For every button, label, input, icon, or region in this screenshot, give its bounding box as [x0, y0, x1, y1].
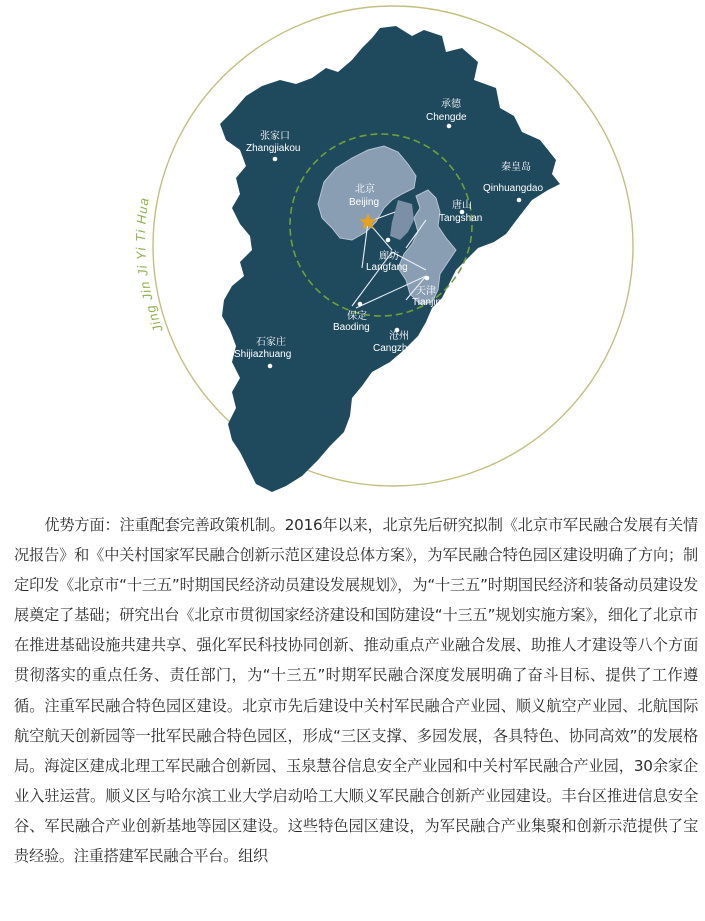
tangshan-label-cn: 唐山 [452, 200, 472, 211]
arc-label-path-text: Jing Jin Ji Yi Ti Hua [133, 195, 166, 335]
shijiazhuang-label-en: Shijiazhuang [234, 349, 292, 360]
shijiazhuang-dot [268, 364, 273, 369]
tianjin-label-en: Tianjin [412, 297, 442, 308]
tianjin-label-cn: 天津 [416, 286, 436, 297]
langfang-label-en: Langfang [366, 262, 408, 273]
zhangjiakou-label-en: Zhangjiakou [246, 143, 301, 154]
jing-jin-ji-arc-label [133, 196, 166, 335]
cangzhou-label-en: Cangzhou [373, 343, 419, 354]
langfang-label-cn: 廊坊 [379, 251, 399, 262]
beijing-label-cn: 北京 [355, 184, 375, 195]
tangshan-label-en: Tangshan [439, 213, 483, 224]
zhangjiakou-dot [273, 157, 278, 162]
qinhuangdao-label-en: Qinhuangdao [483, 183, 544, 194]
article-paragraph: 优势方面：注重配套完善政策机制。2016年以来，北京先后研究拟制《北京市军民融合发展有关情况报告》和《中关村国家军民融合创新示范区建设总体方案》，为军民融合特色园区建设明确了方向；制定印发《北京市“十三五”时期国民经济动员建设发展规划》，为“十三五”时期国民经济和装备动员建设发展奠定了基础；研究出台《北京市贯彻国家经济建设和国防建设“十三五”规划实施方案》，细化了北京市在推进基础设施共建共享、强化军民科技协同创新、推动重点产业融合发展、助推人才建设等八个方面贯彻落实的重点任务、责任部门，为“十三五”时期军民融合深度发展明确了奋斗目标、提供了工作遵循。注重军民融合特色园区建设。北京市先后建设中关村军民融合产业园、顺义航空产业园、北航国际航空航天创新园等一批军民融合特色园区，形成“三区支撑、多园发展，各具特色、协同高效”的发展格局。海淀区建成北理工军民融合创新园、玉泉慧谷信息安全产业园和中关村军民融合产业园，30余家企业入驻运营。顺义区与哈尔滨工业大学启动哈工大顺义军民融合创新产业园建设。丰台区推进信息安全谷、军民融合产业创新基地等园区建设。这些特色园区建设，为军民融合产业集聚和创新示范提供了宝贵经验。注重搭建军民融合平台。组织 [14, 516, 698, 866]
chengde-label-cn: 承德 [441, 99, 461, 110]
baoding-label-cn: 保定 [347, 311, 367, 322]
langfang-dot [386, 238, 391, 243]
baoding-dot [358, 302, 363, 307]
tianjin-dot [425, 276, 430, 281]
shijiazhuang-label-cn: 石家庄 [256, 337, 286, 348]
cangzhou-label-cn: 沧州 [389, 331, 409, 342]
zhangjiakou-label-cn: 张家口 [260, 131, 290, 142]
beijing-label-en: Beijing [349, 197, 380, 208]
qinhuangdao-label-cn: 秦皇岛 [501, 162, 531, 173]
chengde-label-en: Chengde [426, 112, 467, 123]
chengde-dot [447, 124, 452, 129]
baoding-label-en: Baoding [333, 322, 370, 333]
qinhuangdao-dot [517, 198, 522, 203]
